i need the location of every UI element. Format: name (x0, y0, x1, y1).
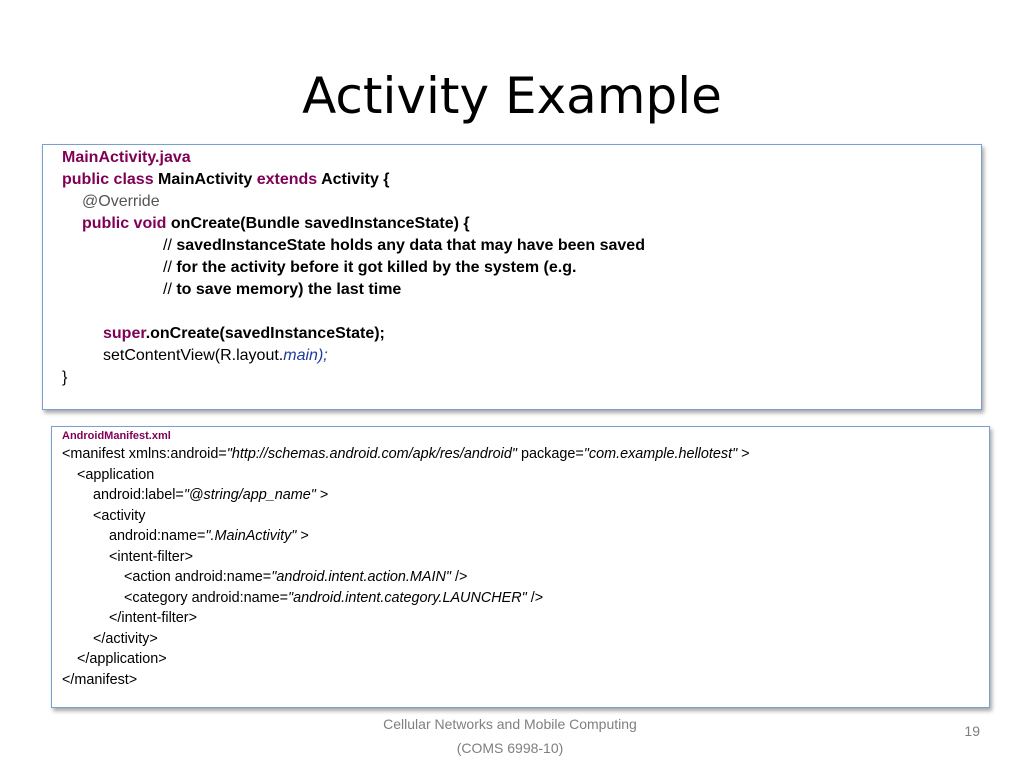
application-close-line: </application> (77, 651, 167, 667)
intent-filter-open-line: <intent-filter> (109, 548, 193, 565)
xml-filename: AndroidManifest.xml (62, 430, 171, 442)
android-label-line: android:label="@string/app_name" > (93, 487, 329, 503)
comment-line-3: // to save memory) the last time (163, 281, 402, 298)
slide-footer (340, 712, 680, 760)
application-open-line: <application (77, 466, 155, 483)
intent-filter-close-line: </intent-filter> (109, 610, 197, 626)
xml-manifest-box (51, 426, 990, 708)
action-line: <action android:name="android.intent.action.MAIN" /> (124, 569, 468, 585)
manifest-close-line: </manifest> (62, 671, 138, 688)
super-call-line: super.onCreate(savedInstanceState); (103, 325, 385, 342)
footer-course-name: Cellular Networks and Mobile Computing (383, 716, 637, 732)
closing-brace: } (62, 369, 68, 386)
footer-course-code: (COMS 6998-10) (456, 740, 564, 756)
override-annotation: @Override (82, 193, 160, 210)
java-code-box (42, 144, 982, 410)
slide-title: Activity Example (302, 67, 722, 125)
comment-line-1: // savedInstanceState holds any data that may have been saved (163, 237, 645, 254)
java-filename: MainActivity.java (62, 149, 191, 166)
java-class-line: public class MainActivity extends Activity { (62, 171, 390, 188)
setcontentview-line: setContentView(R.layout.main); (103, 347, 328, 364)
android-name-line: android:name=".MainActivity" > (109, 528, 309, 544)
comment-line-2: // for the activity before it got killed by the system (e.g. (163, 259, 577, 276)
manifest-open-line: <manifest xmlns:android="http://schemas.android.com/apk/res/android" package="com.example.hellotest" > (62, 446, 750, 462)
oncreate-signature: public void onCreate(Bundle savedInstanceState) { (82, 215, 470, 232)
activity-open-line: <activity (93, 507, 146, 524)
page-number: 19 (964, 723, 980, 739)
activity-close-line: </activity> (93, 630, 158, 647)
category-line: <category android:name="android.intent.category.LAUNCHER" /> (124, 589, 544, 606)
